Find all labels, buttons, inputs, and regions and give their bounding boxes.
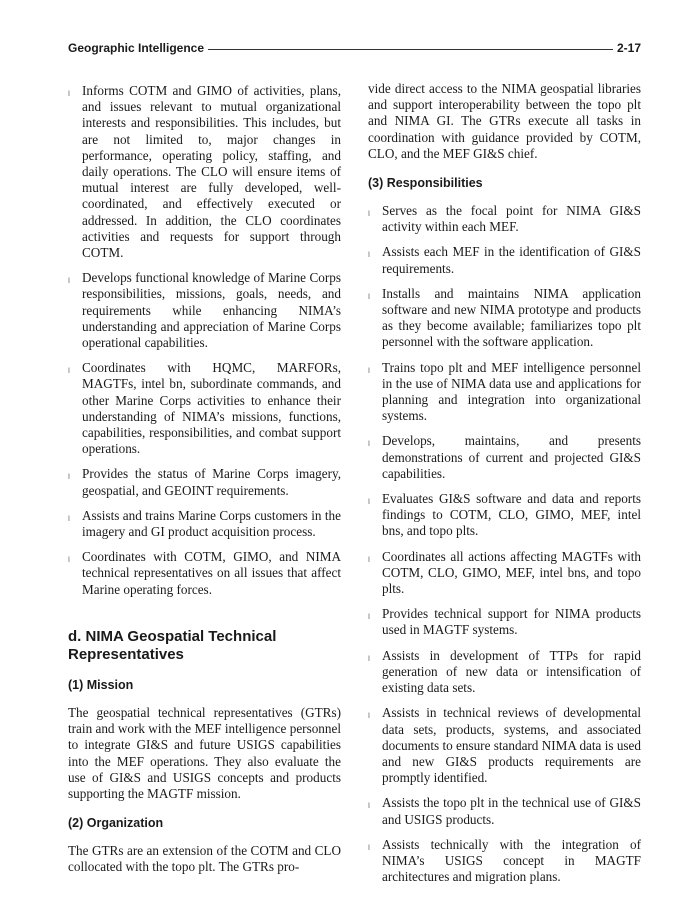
bullet-marker: l xyxy=(68,367,70,376)
clo-duties-list xyxy=(68,83,341,598)
list-item xyxy=(68,508,341,540)
list-item xyxy=(68,83,341,261)
list-item-text: Assists technically with the integration of NIMA’s USIGS concept in MAGTF architectures and migration plans. xyxy=(382,836,641,885)
gtr-responsibilities-list xyxy=(368,203,641,885)
list-item xyxy=(68,360,341,457)
list-item xyxy=(368,705,641,786)
list-item-text: Informs COTM and GIMO of activities, plans, and issues relevant to mutual organizational interests and responsibilities. This includes, but are not limited to, major changes in performance, operating policy, staffing, and daily operations. The CLO will ensure items of mutual interest are fully developed, well-coordinated, and effectively executed or addressed. In addition, the CLO coordinates activities and requests for support through COTM. xyxy=(82,83,341,261)
list-item-text: Serves as the focal point for NIMA GI&S activity within each MEF. xyxy=(382,203,641,235)
running-header xyxy=(68,40,641,56)
list-item xyxy=(368,286,641,351)
mission-heading: (1) Mission xyxy=(68,677,134,692)
list-item-text: Assists the topo plt in the technical use of GI&S and USIGS products. xyxy=(382,795,641,827)
bullet-marker: l xyxy=(368,440,370,449)
page-number: 2-17 xyxy=(616,41,641,55)
list-item xyxy=(368,549,641,598)
list-item-text: Trains topo plt and MEF intelligence personnel in the use of NIMA data use and applications for planning and integration into organizational systems. xyxy=(382,359,641,424)
list-item xyxy=(368,203,641,235)
bullet-marker: l xyxy=(68,277,70,286)
responsibilities-heading: (3) Responsibilities xyxy=(368,176,483,191)
bullet-marker: l xyxy=(68,473,70,482)
bullet-marker: l xyxy=(368,498,370,507)
list-item xyxy=(68,270,341,351)
organization-heading: (2) Organization xyxy=(68,816,164,831)
left-column xyxy=(68,83,341,885)
header-title: Geographic Intelligence xyxy=(68,41,205,55)
list-item-text: Assists in technical reviews of developmental data sets, products, systems, and associated documents to ensure standard NIMA data is used and new GI&S products requirements are promptly identified. xyxy=(382,705,641,786)
list-item-text: Coordinates with COTM, GIMO, and NIMA technical representatives on all issues that affect Marine operating forces. xyxy=(82,549,341,597)
right-column xyxy=(368,81,641,894)
list-item-text: Assists each MEF in the identification of GI&S requirements. xyxy=(382,244,641,276)
list-item xyxy=(368,795,641,827)
bullet-marker: l xyxy=(368,210,370,219)
list-item xyxy=(368,606,641,638)
list-item xyxy=(368,433,641,482)
list-item xyxy=(68,549,341,598)
bullet-marker: l xyxy=(368,555,370,564)
organization-paragraph-continued: vide direct access to the NIMA geospatial libraries and support interoperability between the topo plt and NIMA GI. The GTRs execute all tasks in coordination with guidance provided by COTM, CLO, and the MEF GI&S chief. xyxy=(368,81,641,161)
bullet-marker: l xyxy=(368,251,370,260)
list-item-text: Evaluates GI&S software and data and reports findings to COTM, CLO, GIMO, MEF, intel bns, and topo plts. xyxy=(382,491,641,539)
list-item xyxy=(68,466,341,498)
list-item-text: Assists and trains Marine Corps customers in the imagery and GI product acquisition process. xyxy=(82,507,341,540)
list-item xyxy=(368,837,641,886)
list-item xyxy=(368,360,641,425)
bullet-marker: l xyxy=(68,514,70,523)
list-item-text: Coordinates all actions affecting MAGTFs with COTM, CLO, GIMO, MEF, intel bns, and topo plts. xyxy=(382,548,641,597)
header-rule xyxy=(208,49,613,50)
bullet-marker: l xyxy=(68,556,70,565)
list-item-text: Develops, maintains, and presents demonstrations of current and projected GI&S capabilities. xyxy=(382,433,641,481)
bullet-marker: l xyxy=(368,292,370,301)
list-item-text: Develops functional knowledge of Marine Corps responsibilities, missions, goals, needs, and requirements while enhancing NIMA’s understanding and appreciation of Marine Corps operational capabilities. xyxy=(82,270,341,351)
bullet-marker: l xyxy=(368,613,370,622)
organization-paragraph-start: The GTRs are an extension of the COTM and CLO collocated with the topo plt. The GTRs pro- xyxy=(68,843,341,875)
list-item-text: Assists in development of TTPs for rapid generation of new data or intensification of existing data sets. xyxy=(382,647,641,696)
list-item-text: Installs and maintains NIMA application software and new NIMA prototype and products as they become available; familiarizes topo plt personnel with the software application. xyxy=(382,285,641,350)
bullet-marker: l xyxy=(368,802,370,811)
mission-paragraph: The geospatial technical representatives (GTRs) train and work with the MEF intelligence personnel to integrate GI&S and future USIGS capabilities into the MEF operations. They also evaluate the use of GI&S and USIGS concepts and products supporting the MAGTF mission. xyxy=(68,704,341,801)
bullet-marker: l xyxy=(368,843,370,852)
bullet-marker: l xyxy=(368,366,370,375)
list-item xyxy=(368,648,641,697)
list-item-text: Coordinates with HQMC, MARFORs, MAGTFs, intel bn, subordinate commands, and other Marine Corps activities to enhance their understanding of NIMA’s missions, functions, capabilities, responsibilities, and combat support operations. xyxy=(82,360,341,457)
list-item-text: Provides the status of Marine Corps imagery, geospatial, and GEOINT requirements. xyxy=(82,466,341,498)
bullet-marker: l xyxy=(368,712,370,721)
list-item xyxy=(368,491,641,540)
bullet-marker: l xyxy=(368,654,370,663)
list-item xyxy=(368,244,641,276)
section-heading: d. NIMA Geospatial Technical Representatives xyxy=(68,627,277,663)
bullet-marker: l xyxy=(68,90,70,98)
list-item-text: Provides technical support for NIMA products used in MAGTF systems. xyxy=(382,606,641,638)
